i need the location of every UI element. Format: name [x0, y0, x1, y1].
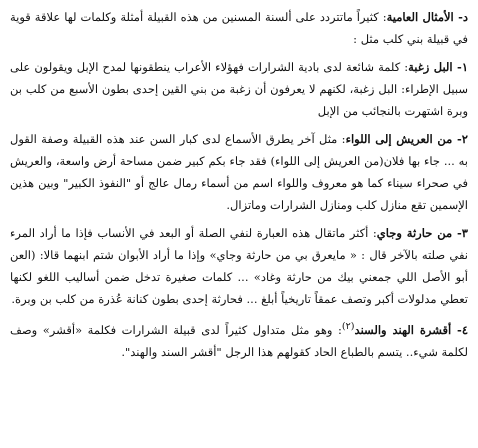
item-1-paragraph	[10, 56, 468, 122]
footnote-marker: (٢)	[341, 321, 355, 332]
item-2-text: : مثل آخر يطرق الأسماع لدى كبار السن عند هذه القبيلة وصفة القول به ... جاء بها فلان(من العريش إلى اللواء) فقد جاء بكم كبير ضمن مساحة أرض واسعة، والعريش في صحراء سيناء كما هو معروف واللواء اسم من أسماء رمال عالج أو "النفوذ الكبير" وبين هذين الإسمين تقع منازل كلب ومنازل الشرارات وماتزال.	[10, 132, 468, 212]
item-3-paragraph	[10, 222, 468, 310]
item-1-label: ١- البل زغبة	[408, 60, 468, 74]
item-2-label: ٢- من العريش إلى اللواء	[345, 132, 468, 146]
item-2-paragraph	[10, 128, 468, 216]
section-heading: د- الأمثال العامية	[386, 10, 468, 24]
item-1-text: : كلمة شائعة لدى بادية الشرارات فهؤلاء الأعراب ينطقونها لمدح الإبل ويقولون على سبيل الإطراء: البل زغبة، لكنهم لا يعرفون أن زغبة من بني القين إحدى بطون الأسبع من كلب بن وبرة اشتهرت بالنجائب من الإبل	[10, 60, 468, 118]
item-4-label: ٤- أقشرة الهند والسند	[354, 322, 468, 337]
section-intro-text: : كثيراً ماتتردد على ألسنة المسنين من هذه القبيلة أمثلة وكلمات لها علاقة قوية في قبيلة بني كلب مثل :	[10, 10, 468, 46]
item-3-text: : أكثر ماتقال هذه العبارة لنفي الصلة أو البعد في الأنساب فإذا ما أراد المرء نفي صلته بالآخر قال : « مايعرق بي من حارثة وجاي» وإذا ما أراد الأبوان شتم ابنهما قالا: (العن أبو الأصل اللي جمعني بيك من حارثة وغاد» ... كلمات صغيرة تدخل ضمن أساليب اللغو لكنها تعطي مدلولات أكبر وتصف عمقاً تاريخياً أبلغ ... فحارثة إحدى بطون كنانة عُذرة من كلب بن وبرة.	[10, 226, 468, 306]
item-4-paragraph	[10, 316, 468, 363]
section-paragraph	[10, 6, 468, 50]
item-3-label: ٣- من حارثة وجاي	[376, 226, 468, 240]
item-4-text: : وهو مثل متداول كثيراً لدى قبيلة الشرارات فكلمة «أقشر» وصف لكلمة شيء.. يتسم بالطباع الحاد كقولهم هذا الرجل "أقشر السند والهند".	[10, 322, 468, 359]
document-page	[10, 6, 468, 442]
